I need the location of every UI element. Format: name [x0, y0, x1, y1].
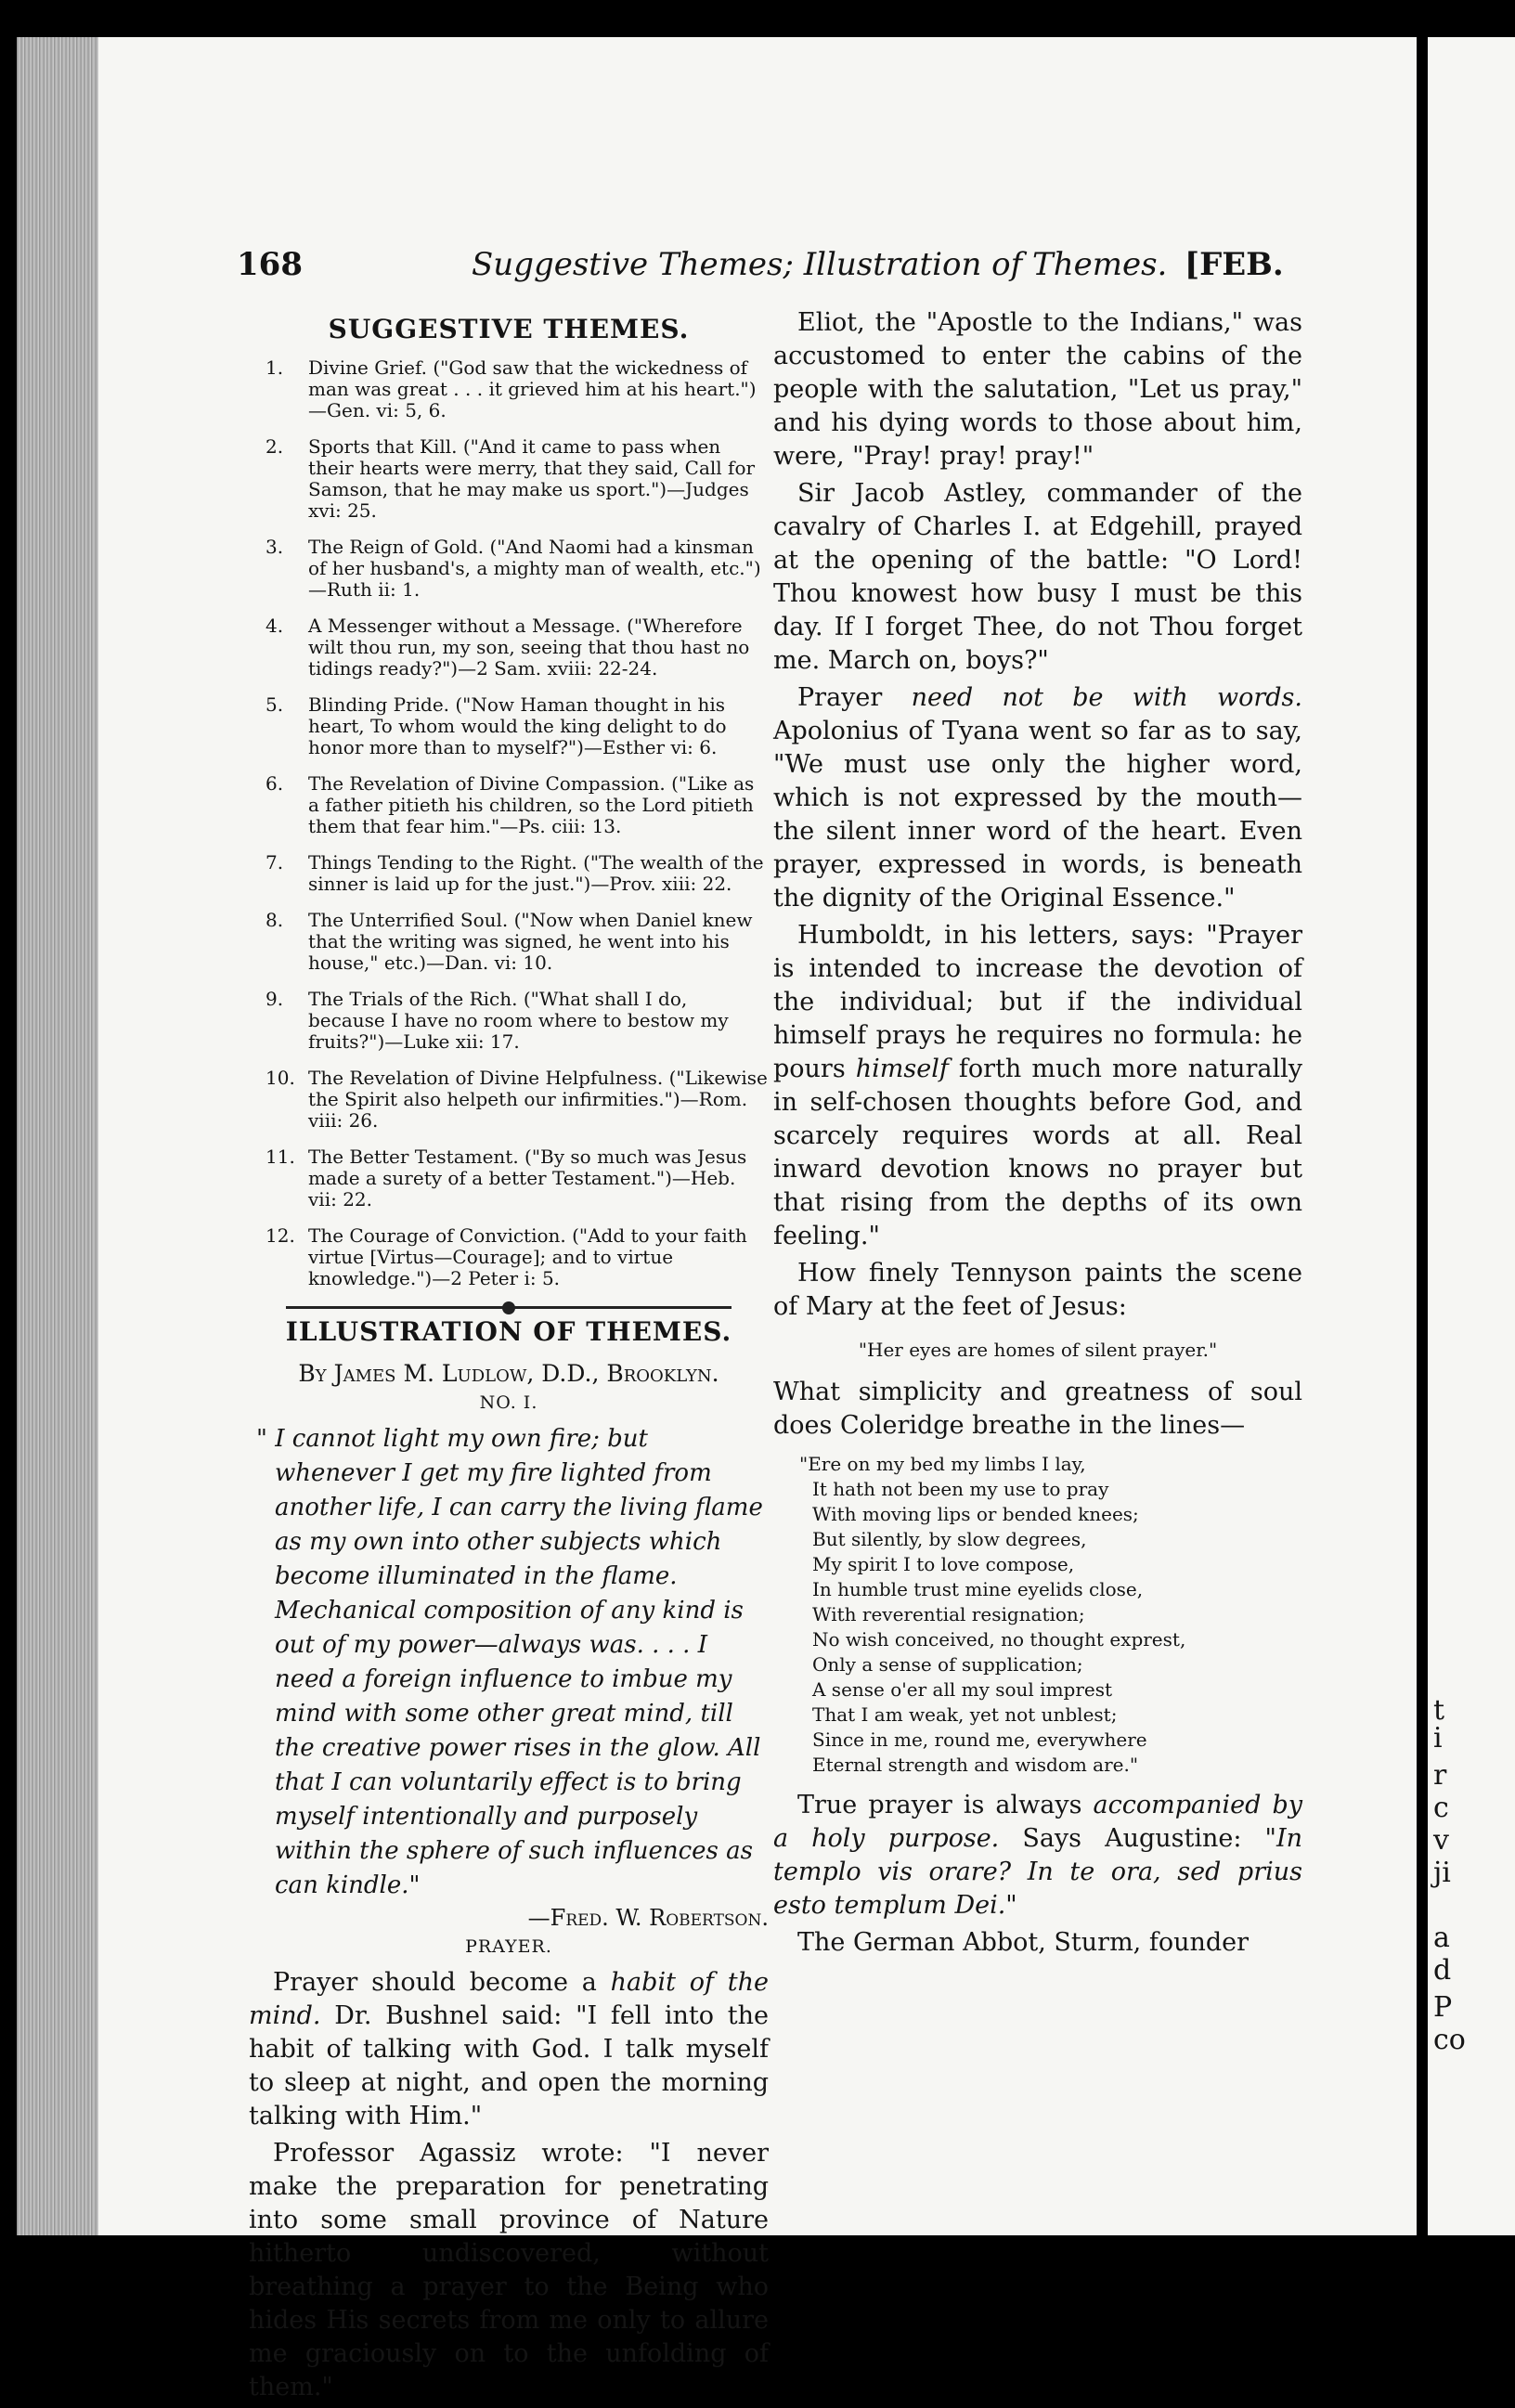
paragraph-tennyson: How finely Tennyson paints the scene of Mary at the feet of Jesus:	[773, 1259, 1302, 1321]
prayer-subhead: PRAYER.	[465, 1936, 552, 1957]
theme-text: The Revelation of Divine Helpfulness. ("Likewise the Spirit also helpeth our infirmities.")—Rom. viii: 26.	[308, 1067, 768, 1132]
paragraph-augustine: True prayer is always accompanied by a holy purpose. Says Augustine: "In templo vis orare? In te ora, sed prius esto templum Dei."	[773, 1791, 1302, 1920]
theme-number: 6.	[265, 772, 284, 795]
adjacent-text-fragment: a	[1433, 1922, 1450, 1954]
tennyson-quote: "Her eyes are homes of silent prayer."	[858, 1339, 1218, 1361]
author-byline: By James M. Ludlow, D.D., Brooklyn.	[298, 1360, 719, 1387]
theme-text: Blinding Pride. ("Now Haman thought in his heart, To whom would the king delight to do honor more than to myself?")—Esther vi: 6.	[308, 693, 727, 758]
theme-item	[249, 852, 769, 895]
adjacent-text-fragment: c	[1433, 1792, 1449, 1824]
epigraph-attribution: —Fred. W. Robertson.	[527, 1905, 769, 1931]
theme-number: 1.	[265, 356, 284, 379]
theme-item	[249, 910, 769, 974]
poem-line: In humble trust mine eyelids close,	[812, 1578, 1144, 1600]
adjacent-text-fragment: ji	[1433, 1857, 1451, 1889]
theme-item	[249, 537, 769, 601]
article-number: NO. I.	[479, 1392, 538, 1413]
theme-number: 2.	[265, 435, 284, 458]
theme-text: The Reign of Gold. ("And Naomi had a kinsman of her husband's, a mighty man of wealth, etc.")—Ruth ii: 1.	[308, 536, 761, 601]
poem-line: A sense o'er all my soul imprest	[812, 1678, 1113, 1701]
poem-line: Only a sense of supplication;	[812, 1653, 1083, 1676]
adjacent-text-fragment: co	[1433, 2024, 1466, 2056]
theme-item	[249, 1225, 769, 1289]
theme-number: 4.	[265, 615, 284, 637]
poem-line: It hath not been my use to pray	[812, 1478, 1109, 1500]
paragraph-astley: Sir Jacob Astley, commander of the cavalry of Charles I. at Edgehill, prayed at the opening of the battle: "O Lord! Thou knowest how busy I must be this day. If I forget Thee, do not Thou forget me. March on, boys?"	[773, 479, 1302, 675]
theme-number: 12.	[265, 1224, 295, 1247]
right-column	[773, 306, 1302, 1963]
paragraph-agassiz: Professor Agassiz wrote: "I never make the preparation for penetrating into some small province of Nature hitherto undiscovered, without breathing a prayer to the Being who hides His secrets from me only to allure me graciously on to the unfolding of them."	[249, 2139, 769, 2402]
adjacent-text-fragment: r	[1433, 1759, 1447, 1792]
suggestive-themes-title: SUGGESTIVE THEMES.	[328, 314, 690, 344]
theme-number: 3.	[265, 536, 284, 558]
paragraph-sturm: The German Abbot, Sturm, founder	[797, 1928, 1250, 1957]
coleridge-poem	[773, 1452, 1302, 1778]
poem-line: But silently, by slow degrees,	[812, 1528, 1087, 1550]
adjacent-page-edge	[1428, 37, 1515, 2235]
theme-text: The Revelation of Divine Compassion. ("Like as a father pitieth his children, so the Lord pitieth them that fear him."—Ps. ciii: 13.	[308, 772, 755, 837]
running-month: [FEB.	[1185, 246, 1284, 283]
theme-item	[249, 357, 769, 421]
poem-line: With moving lips or bended knees;	[812, 1503, 1139, 1525]
epigraph-quote: " I cannot light my own fire; but whenever I get my fire lighted from another life, I can carry the living flame as my own into other subjects which become illuminated in the flame. Mechanical composition of any kind is out of my power—always was. . . . I need a foreign influence to imbue my mind with some other great mind, till the creative power rises in the glow. All that I can voluntarily effect is to bring myself intentionally and purposely within the sphere of such influences as can kindle."	[256, 1425, 763, 1899]
poem-line: No wish conceived, no thought exprest,	[812, 1628, 1186, 1651]
theme-item	[249, 1146, 769, 1210]
left-column	[249, 306, 769, 2408]
adjacent-text-fragment: d	[1433, 1954, 1452, 1987]
paragraph-eliot: Eliot, the "Apostle to the Indians," was accustomed to enter the cabins of the people with the salutation, "Let us pray," and his dying words to those about him, were, "Pray! pray! pray!"	[773, 308, 1302, 471]
theme-text: The Better Testament. ("By so much was Jesus made a surety of a better Testament.")—Heb. vii: 22.	[308, 1146, 747, 1210]
theme-item	[249, 989, 769, 1053]
left-book-page	[17, 37, 1417, 2402]
theme-text: The Courage of Conviction. ("Add to your faith virtue [Virtus—Courage]; and to virtue knowledge.")—2 Peter i: 5.	[308, 1224, 747, 1289]
poem-line: "Ere on my bed my limbs I lay,	[799, 1453, 1086, 1475]
illustration-title: ILLUSTRATION OF THEMES.	[285, 1316, 732, 1347]
theme-text: A Messenger without a Message. ("Wherefore wilt thou run, my son, seeing that thou hast no tidings ready?")—2 Sam. xviii: 22-24.	[308, 615, 750, 680]
theme-text: The Unterrified Soul. ("Now when Daniel knew that the writing was signed, he went into his house," etc.)—Dan. vi: 10.	[308, 909, 753, 974]
theme-text: Divine Grief. ("God saw that the wickedness of man was great . . . it grieved him at his heart.")—Gen. vi: 5, 6.	[308, 356, 757, 421]
poem-line: That I am weak, yet not unblest;	[812, 1703, 1118, 1726]
poem-line: Eternal strength and wisdom are."	[812, 1754, 1139, 1776]
poem-line: Since in me, round me, everywhere	[812, 1728, 1147, 1751]
theme-number: 8.	[265, 909, 284, 931]
theme-item	[249, 1068, 769, 1132]
page-number: 168	[237, 246, 303, 283]
adjacent-text-fragment: v	[1433, 1824, 1449, 1857]
adjacent-text-fragment: P	[1433, 1991, 1453, 2024]
page-gutter-edge	[17, 37, 98, 2235]
poem-line: My spirit I to love compose,	[812, 1553, 1075, 1575]
section-divider-rule	[286, 1306, 732, 1309]
theme-text: Sports that Kill. ("And it came to pass when their hearts were merry, that they said, Call for Samson, that he may make us sport.")—Judges xvi: 25.	[308, 435, 756, 522]
theme-item	[249, 773, 769, 837]
theme-number: 10.	[265, 1067, 295, 1089]
poem-line: With reverential resignation;	[812, 1603, 1085, 1625]
adjacent-text-fragment: i	[1433, 1722, 1443, 1754]
paragraph-humboldt: Humboldt, in his letters, says: "Prayer is intended to increase the devotion of the individual; but if the individual himself prays he requires no formula: he pours himself forth much more naturally in self-chosen thoughts before God, and scarcely requires words at all. Real inward devotion knows no prayer but that rising from the depths of its own feeling."	[773, 921, 1302, 1250]
theme-text: The Trials of the Rich. ("What shall I do, because I have no room where to bestow my fruits?")—Luke xii: 17.	[308, 988, 729, 1053]
theme-item	[249, 615, 769, 680]
theme-text: Things Tending to the Right. ("The wealth of the sinner is laid up for the just.")—Prov. xiii: 22.	[308, 851, 764, 895]
adjacent-text-fragment: t	[1433, 1694, 1445, 1727]
theme-item	[249, 694, 769, 758]
paragraph-apolonius: Prayer need not be with words. Apolonius of Tyana went so far as to say, "We must use only the higher word, which is not expressed by the mouth—the silent inner word of the heart. Even prayer, expressed in words, is beneath the dignity of the Original Essence."	[773, 683, 1302, 913]
themes-list	[249, 357, 769, 1289]
theme-number: 7.	[265, 851, 284, 874]
theme-number: 5.	[265, 693, 284, 716]
theme-number: 9.	[265, 988, 284, 1010]
running-title: Suggestive Themes; Illustration of Themes.	[472, 246, 1168, 283]
paragraph-habit: Prayer should become a habit of the mind. Dr. Bushnel said: "I fell into the habit of talking with God. I talk myself to sleep at night, and open the morning talking with Him."	[249, 1968, 770, 2130]
theme-number: 11.	[265, 1146, 295, 1168]
paragraph-coleridge: What simplicity and greatness of soul does Coleridge breathe in the lines—	[773, 1378, 1302, 1440]
theme-item	[249, 436, 769, 522]
